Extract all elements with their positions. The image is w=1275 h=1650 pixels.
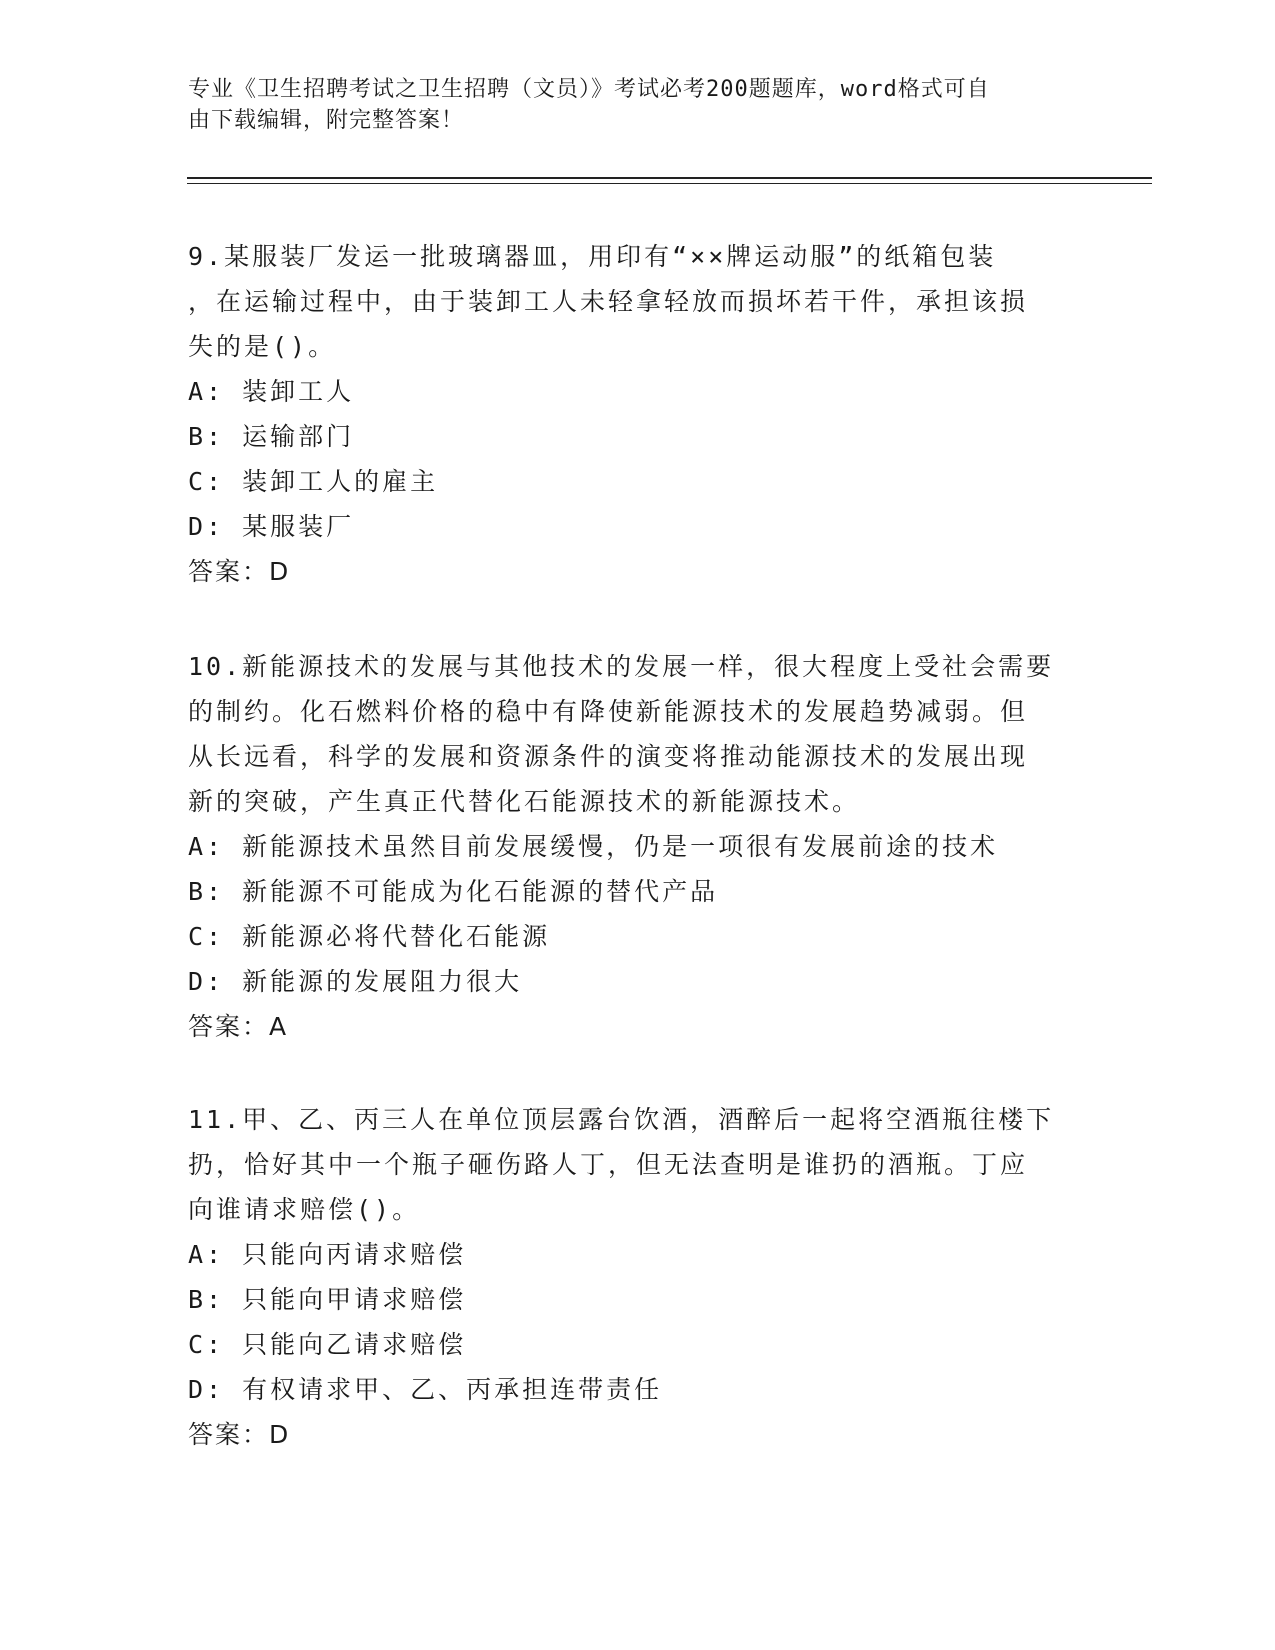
stem-line: 的制约。化石燃料价格的稳中有降使新能源技术的发展趋势减弱。但 [188,697,1029,726]
option-d: D: 有权请求甲、乙、丙承担连带责任 [188,1375,663,1404]
stem-line: 11.甲、乙、丙三人在单位顶层露台饮酒，酒醉后一起将空酒瓶往楼下 [188,1105,1055,1134]
stem-line: ，在运输过程中，由于装卸工人未轻拿轻放而损坏若干件，承担该损 [188,287,1029,316]
stem-line: 10.新能源技术的发展与其他技术的发展一样，很大程度上受社会需要 [188,652,1055,681]
stem-line: 扔，恰好其中一个瓶子砸伤路人丁，但无法查明是谁扔的酒瓶。丁应 [188,1150,1029,1179]
option-d: D: 某服装厂 [188,512,355,541]
header-line: 由下载编辑，附完整答案！ [188,108,465,133]
option-b: B: 只能向甲请求赔偿 [188,1285,467,1314]
option-d: D: 新能源的发展阻力很大 [188,967,523,996]
answer-line: 答案：D [188,557,291,586]
option-c: C: 只能向乙请求赔偿 [188,1330,467,1359]
stem-line: 新的突破，产生真正代替化石能源技术的新能源技术。 [188,787,861,816]
header-divider-thick [187,177,1152,179]
header-divider-thin [187,183,1152,184]
option-c: C: 装卸工人的雇主 [188,467,439,496]
option-a: A: 新能源技术虽然目前发展缓慢，仍是一项很有发展前途的技术 [188,832,999,861]
answer-line: 答案：A [188,1012,289,1041]
question-stem [188,234,1088,369]
stem-line: 向谁请求赔偿()。 [188,1195,421,1224]
stem-line: 失的是()。 [188,332,337,361]
question-block [188,234,1088,594]
option-c: C: 新能源必将代替化石能源 [188,922,551,951]
option-b: B: 运输部门 [188,422,355,451]
option-b: B: 新能源不可能成为化石能源的替代产品 [188,877,719,906]
question-stem [188,644,1088,824]
option-a: A: 只能向丙请求赔偿 [188,1240,467,1269]
header-line: 专业《卫生招聘考试之卫生招聘（文员）》考试必考200题题库，word格式可自 [188,77,990,102]
answer-line: 答案：D [188,1420,291,1449]
stem-line: 从长远看，科学的发展和资源条件的演变将推动能源技术的发展出现 [188,742,1029,771]
stem-line: 9.某服装厂发运一批玻璃器皿，用印有“××牌运动服”的纸箱包装 [188,242,997,271]
question-stem [188,1097,1088,1232]
question-block [188,1097,1088,1457]
option-a: A: 装卸工人 [188,377,355,406]
document-header [188,74,1068,136]
question-block [188,644,1088,1049]
